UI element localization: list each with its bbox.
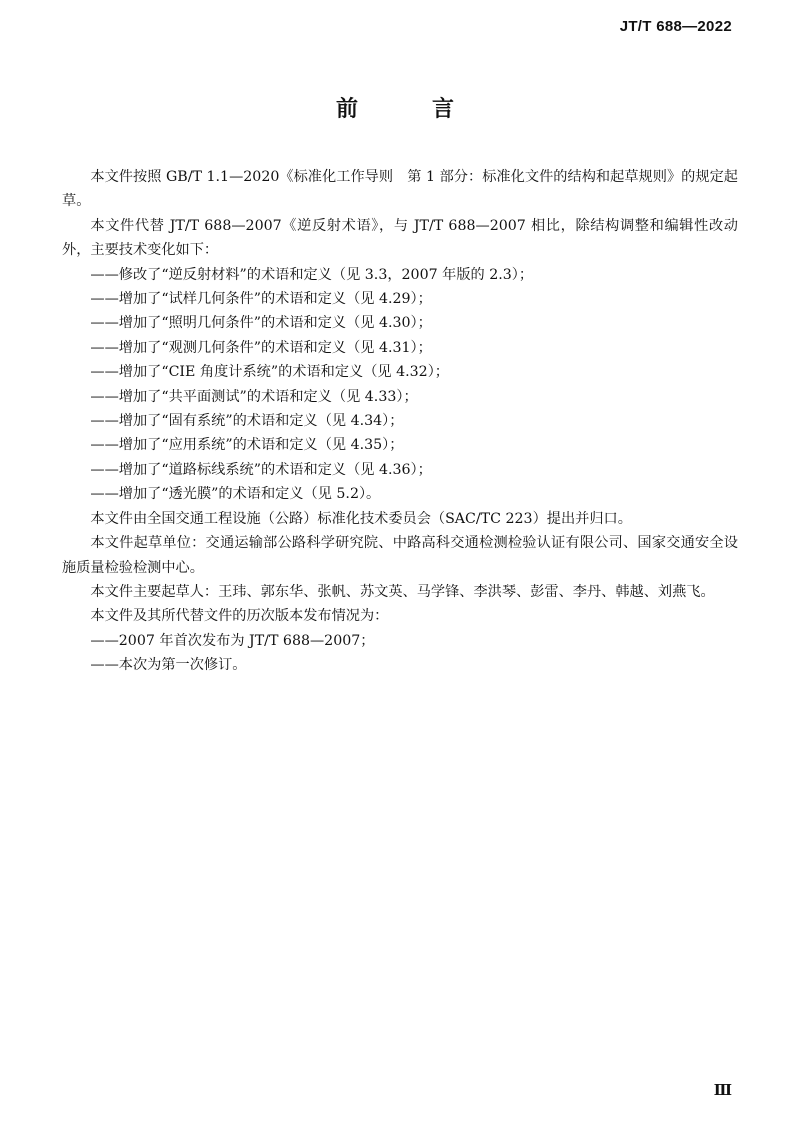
history-item: ——2007 年首次发布为 JT/T 688—2007； <box>90 632 375 649</box>
change-item: ——增加了“CIE 角度计系统”的术语和定义（见 4.32）； <box>90 364 449 381</box>
change-item: ——增加了“应用系统”的术语和定义（见 4.35）； <box>90 437 404 454</box>
change-item: ——增加了“共平面测试”的术语和定义（见 4.33）； <box>90 388 418 405</box>
page-number: Ⅲ <box>713 1081 732 1099</box>
basis-paragraph: 本文件按照 GB/T 1.1—2020《标准化工作导则 第 1 部分：标准化文件的结构和起草规则》的规定起草。 <box>62 169 738 210</box>
replaces-paragraph: 本文件代替 JT/T 688—2007《逆反射术语》，与 JT/T 688—2007 相比，除结构调整和编辑性改动外，主要技术变化如下： <box>62 217 738 259</box>
drafters-paragraph: 本文件主要起草人：王玮、郭东华、张帆、苏文英、马学锋、李洪琴、彭雷、李丹、韩越、刘燕飞。 <box>90 583 715 600</box>
history-item: ——本次为第一次修订。 <box>90 657 247 674</box>
foreword-body <box>62 165 738 678</box>
change-item: ——增加了“透光膜”的术语和定义（见 5.2）。 <box>90 486 381 503</box>
change-item: ——增加了“固有系统”的术语和定义（见 4.34）； <box>90 413 404 430</box>
document-code: JT/T 688—2022 <box>619 18 732 35</box>
change-item: ——增加了“试样几何条件”的术语和定义（见 4.29）； <box>90 291 432 308</box>
drafting-units-paragraph: 本文件起草单位：交通运输部公路科学研究院、中路高科交通检测检验认证有限公司、国家交通安全设施质量检验检测中心。 <box>62 535 738 576</box>
proposer-paragraph: 本文件由全国交通工程设施（公路）标准化技术委员会（SAC/TC 223）提出并归口。 <box>90 510 632 527</box>
change-item: ——增加了“观测几何条件”的术语和定义（见 4.31）； <box>90 339 432 356</box>
change-item: ——增加了“道路标线系统”的术语和定义（见 4.36）； <box>90 461 432 478</box>
change-item: ——修改了“逆反射材料”的术语和定义（见 3.3，2007 年版的 2.3）； <box>90 266 534 283</box>
change-item: ——增加了“照明几何条件”的术语和定义（见 4.30）； <box>90 315 432 332</box>
page-title: 前 言 <box>335 96 480 122</box>
history-intro-paragraph: 本文件及其所代替文件的历次版本发布情况为： <box>90 608 389 625</box>
